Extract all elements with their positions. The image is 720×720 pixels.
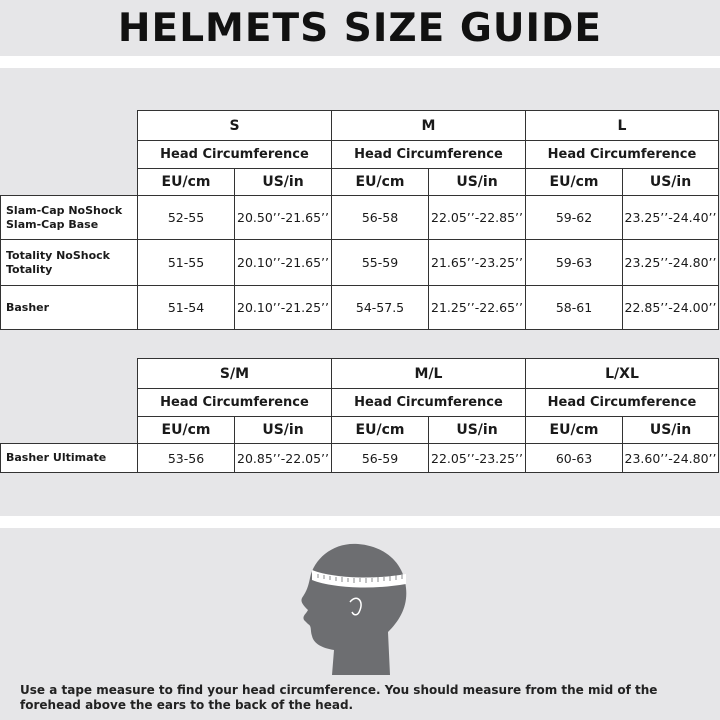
corner-cell — [1, 389, 138, 417]
measure-header: Head Circumference — [138, 141, 332, 169]
value-cell: 22.05’’-23.25’’ — [429, 444, 526, 473]
value-cell: 53-56 — [138, 444, 235, 473]
value-cell: 22.85’’-24.00’’ — [623, 286, 719, 330]
corner-cell — [1, 417, 138, 444]
value-cell: 20.10’’-21.25’’ — [235, 286, 332, 330]
value-cell: 21.65’’-23.25’’ — [429, 240, 526, 286]
measure-header: Head Circumference — [332, 389, 526, 417]
value-cell: 23.25’’-24.80’’ — [623, 240, 719, 286]
unit-header: EU/cm — [332, 417, 429, 444]
unit-header: EU/cm — [526, 169, 623, 196]
unit-header: EU/cm — [332, 169, 429, 196]
value-cell: 51-55 — [138, 240, 235, 286]
table-row — [1, 286, 719, 330]
value-cell: 60-63 — [526, 444, 623, 473]
model-name: Basher Ultimate — [1, 444, 138, 473]
corner-cell — [1, 111, 138, 141]
measure-header: Head Circumference — [526, 389, 719, 417]
unit-header: US/in — [623, 169, 719, 196]
unit-header: EU/cm — [526, 417, 623, 444]
size-header: S/M — [138, 359, 332, 389]
value-cell: 20.50’’-21.65’’ — [235, 196, 332, 240]
corner-cell — [1, 141, 138, 169]
corner-cell — [1, 359, 138, 389]
model-name: Slam-Cap NoShock Slam-Cap Base — [1, 196, 138, 240]
page-title: HELMETS SIZE GUIDE — [117, 5, 603, 51]
value-cell: 55-59 — [332, 240, 429, 286]
size-header: L/XL — [526, 359, 719, 389]
measure-header: Head Circumference — [138, 389, 332, 417]
table-row — [1, 240, 719, 286]
value-cell: 51-54 — [138, 286, 235, 330]
divider-strip — [0, 56, 720, 68]
value-cell: 59-62 — [526, 196, 623, 240]
value-cell: 23.25’’-24.40’’ — [623, 196, 719, 240]
head-measuring-tape-icon — [292, 540, 412, 680]
size-header: S — [138, 111, 332, 141]
unit-header: US/in — [235, 169, 332, 196]
corner-cell — [1, 169, 138, 196]
value-cell: 56-59 — [332, 444, 429, 473]
value-cell: 52-55 — [138, 196, 235, 240]
value-cell: 22.05’’-22.85’’ — [429, 196, 526, 240]
size-table-2 — [0, 358, 719, 473]
size-header: L — [526, 111, 719, 141]
measure-header: Head Circumference — [526, 141, 719, 169]
model-name: Basher — [1, 286, 138, 330]
unit-header: EU/cm — [138, 169, 235, 196]
value-cell: 23.60’’-24.80’’ — [623, 444, 719, 473]
unit-header: US/in — [429, 417, 526, 444]
model-name: Totality NoShock Totality — [1, 240, 138, 286]
divider-strip — [0, 516, 720, 528]
value-cell: 56-58 — [332, 196, 429, 240]
value-cell: 59-63 — [526, 240, 623, 286]
size-header: M — [332, 111, 526, 141]
size-table-1 — [0, 110, 719, 330]
table-row — [1, 196, 719, 240]
title-band — [0, 0, 720, 56]
value-cell: 54-57.5 — [332, 286, 429, 330]
value-cell: 58-61 — [526, 286, 623, 330]
value-cell: 20.10’’-21.65’’ — [235, 240, 332, 286]
unit-header: US/in — [235, 417, 332, 444]
value-cell: 21.25’’-22.65’’ — [429, 286, 526, 330]
unit-header: US/in — [623, 417, 719, 444]
size-header: M/L — [332, 359, 526, 389]
value-cell: 20.85’’-22.05’’ — [235, 444, 332, 473]
instructions-text: Use a tape measure to find your head circumference. You should measure from the mid of the forehead above the ears to the back of the head. — [20, 683, 658, 712]
unit-header: US/in — [429, 169, 526, 196]
measure-header: Head Circumference — [332, 141, 526, 169]
table-row — [1, 444, 719, 473]
unit-header: EU/cm — [138, 417, 235, 444]
